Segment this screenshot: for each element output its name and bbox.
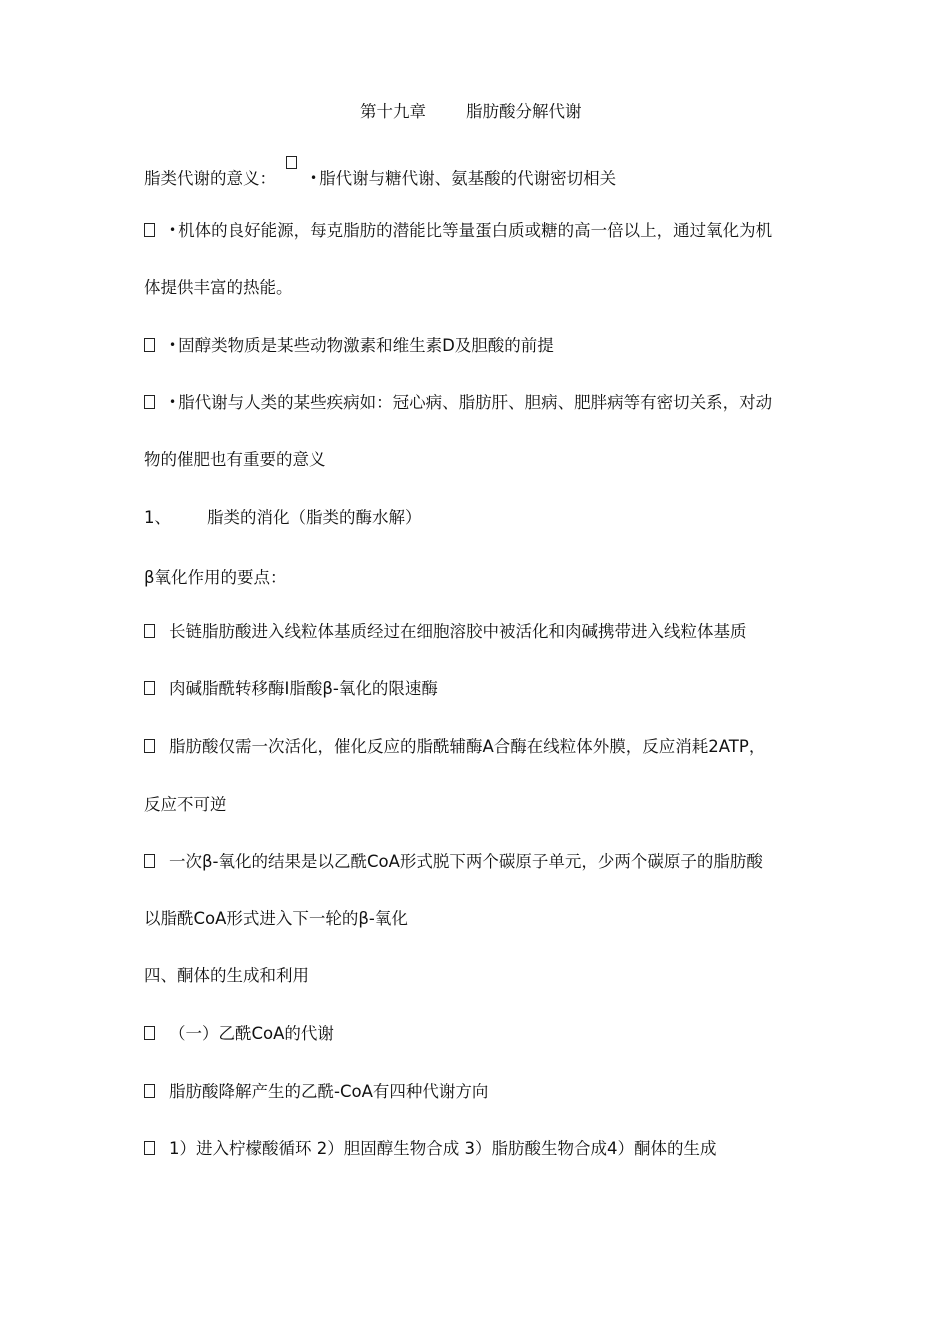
energy-text-1: 机体的良好能源，每克脂肪的潜能比等量蛋白质或糖的高一倍以上，通过氧化为机 xyxy=(178,221,773,240)
beta-point-4 xyxy=(144,850,763,874)
section-1-number: 1、 xyxy=(144,508,171,527)
significance-line xyxy=(144,166,616,191)
sterol-text: 固醇类物质是某些动物激素和维生素D及胆酸的前提 xyxy=(178,336,554,355)
section-4-sub-2 xyxy=(144,1080,488,1104)
bullet-box-icon xyxy=(144,854,155,868)
beta-point-1 xyxy=(144,620,747,644)
section-4-heading: 四、酮体的生成和利用 xyxy=(144,966,309,985)
bullet-box-icon xyxy=(144,338,155,352)
bullet-box-icon xyxy=(144,739,155,753)
bullet-box-icon xyxy=(144,681,155,695)
page-title xyxy=(360,100,582,124)
beta-point-2-text: 肉碱脂酰转移酶Ⅰ脂酸β-氧化的限速酶 xyxy=(169,679,438,698)
bullet-box-icon xyxy=(144,1084,155,1098)
beta-point-4-text: 一次β-氧化的结果是以乙酰CoA形式脱下两个碳原子单元，少两个碳原子的脂肪酸 xyxy=(169,852,763,871)
dot-icon: • xyxy=(310,171,318,185)
section-4-sub-1 xyxy=(144,1022,334,1046)
significance-text: 脂代谢与糖代谢、氨基酸的代谢密切相关 xyxy=(319,169,617,188)
section-1-heading xyxy=(144,506,422,530)
dot-icon: • xyxy=(169,223,177,237)
chapter-topic: 脂肪酸分解代谢 xyxy=(466,102,582,121)
dot-icon: • xyxy=(169,395,177,409)
disease-line-2: 物的催肥也有重要的意义 xyxy=(144,450,326,469)
disease-text-1: 脂代谢与人类的某些疾病如：冠心病、脂肪肝、胆病、肥胖病等有密切关系，对动 xyxy=(178,393,773,412)
section-4-sub-3 xyxy=(144,1137,716,1161)
energy-line-1 xyxy=(144,218,772,243)
beta-point-3-text: 脂肪酸仅需一次活化，催化反应的脂酰辅酶A合酶在线粒体外膜，反应消耗2ATP， xyxy=(169,737,766,756)
dot-icon: • xyxy=(169,338,177,352)
significance-label: 脂类代谢的意义： xyxy=(144,169,276,188)
beta-point-4-cont: 以脂酰CoA形式进入下一轮的β-氧化 xyxy=(144,909,408,928)
section-4-sub-3-text: 1）进入柠檬酸循环 2）胆固醇生物合成 3）脂肪酸生物合成4）酮体的生成 xyxy=(169,1139,717,1158)
section-1-text: 脂类的消化（脂类的酶水解） xyxy=(207,508,422,527)
energy-line-2: 体提供丰富的热能。 xyxy=(144,278,293,297)
bullet-box-icon xyxy=(144,223,155,237)
bullet-box-icon xyxy=(144,1141,155,1155)
sterol-line xyxy=(144,333,554,358)
bullet-box-icon xyxy=(144,624,155,638)
beta-point-3-cont: 反应不可逆 xyxy=(144,795,227,814)
chapter-number: 第十九章 xyxy=(360,102,426,121)
bullet-box-icon xyxy=(144,1026,155,1040)
beta-heading: β氧化作用的要点： xyxy=(144,568,287,587)
section-4-sub-2-text: 脂肪酸降解产生的乙酰-CoA有四种代谢方向 xyxy=(169,1082,489,1101)
beta-point-2 xyxy=(144,677,438,701)
disease-line-1 xyxy=(144,390,772,415)
beta-point-1-text: 长链脂肪酸进入线粒体基质经过在细胞溶胶中被活化和肉碱携带进入线粒体基质 xyxy=(169,622,747,641)
beta-point-3 xyxy=(144,735,765,759)
section-4-sub-1-text: （一）乙酰CoA的代谢 xyxy=(169,1024,334,1043)
bullet-box-icon xyxy=(144,395,155,409)
